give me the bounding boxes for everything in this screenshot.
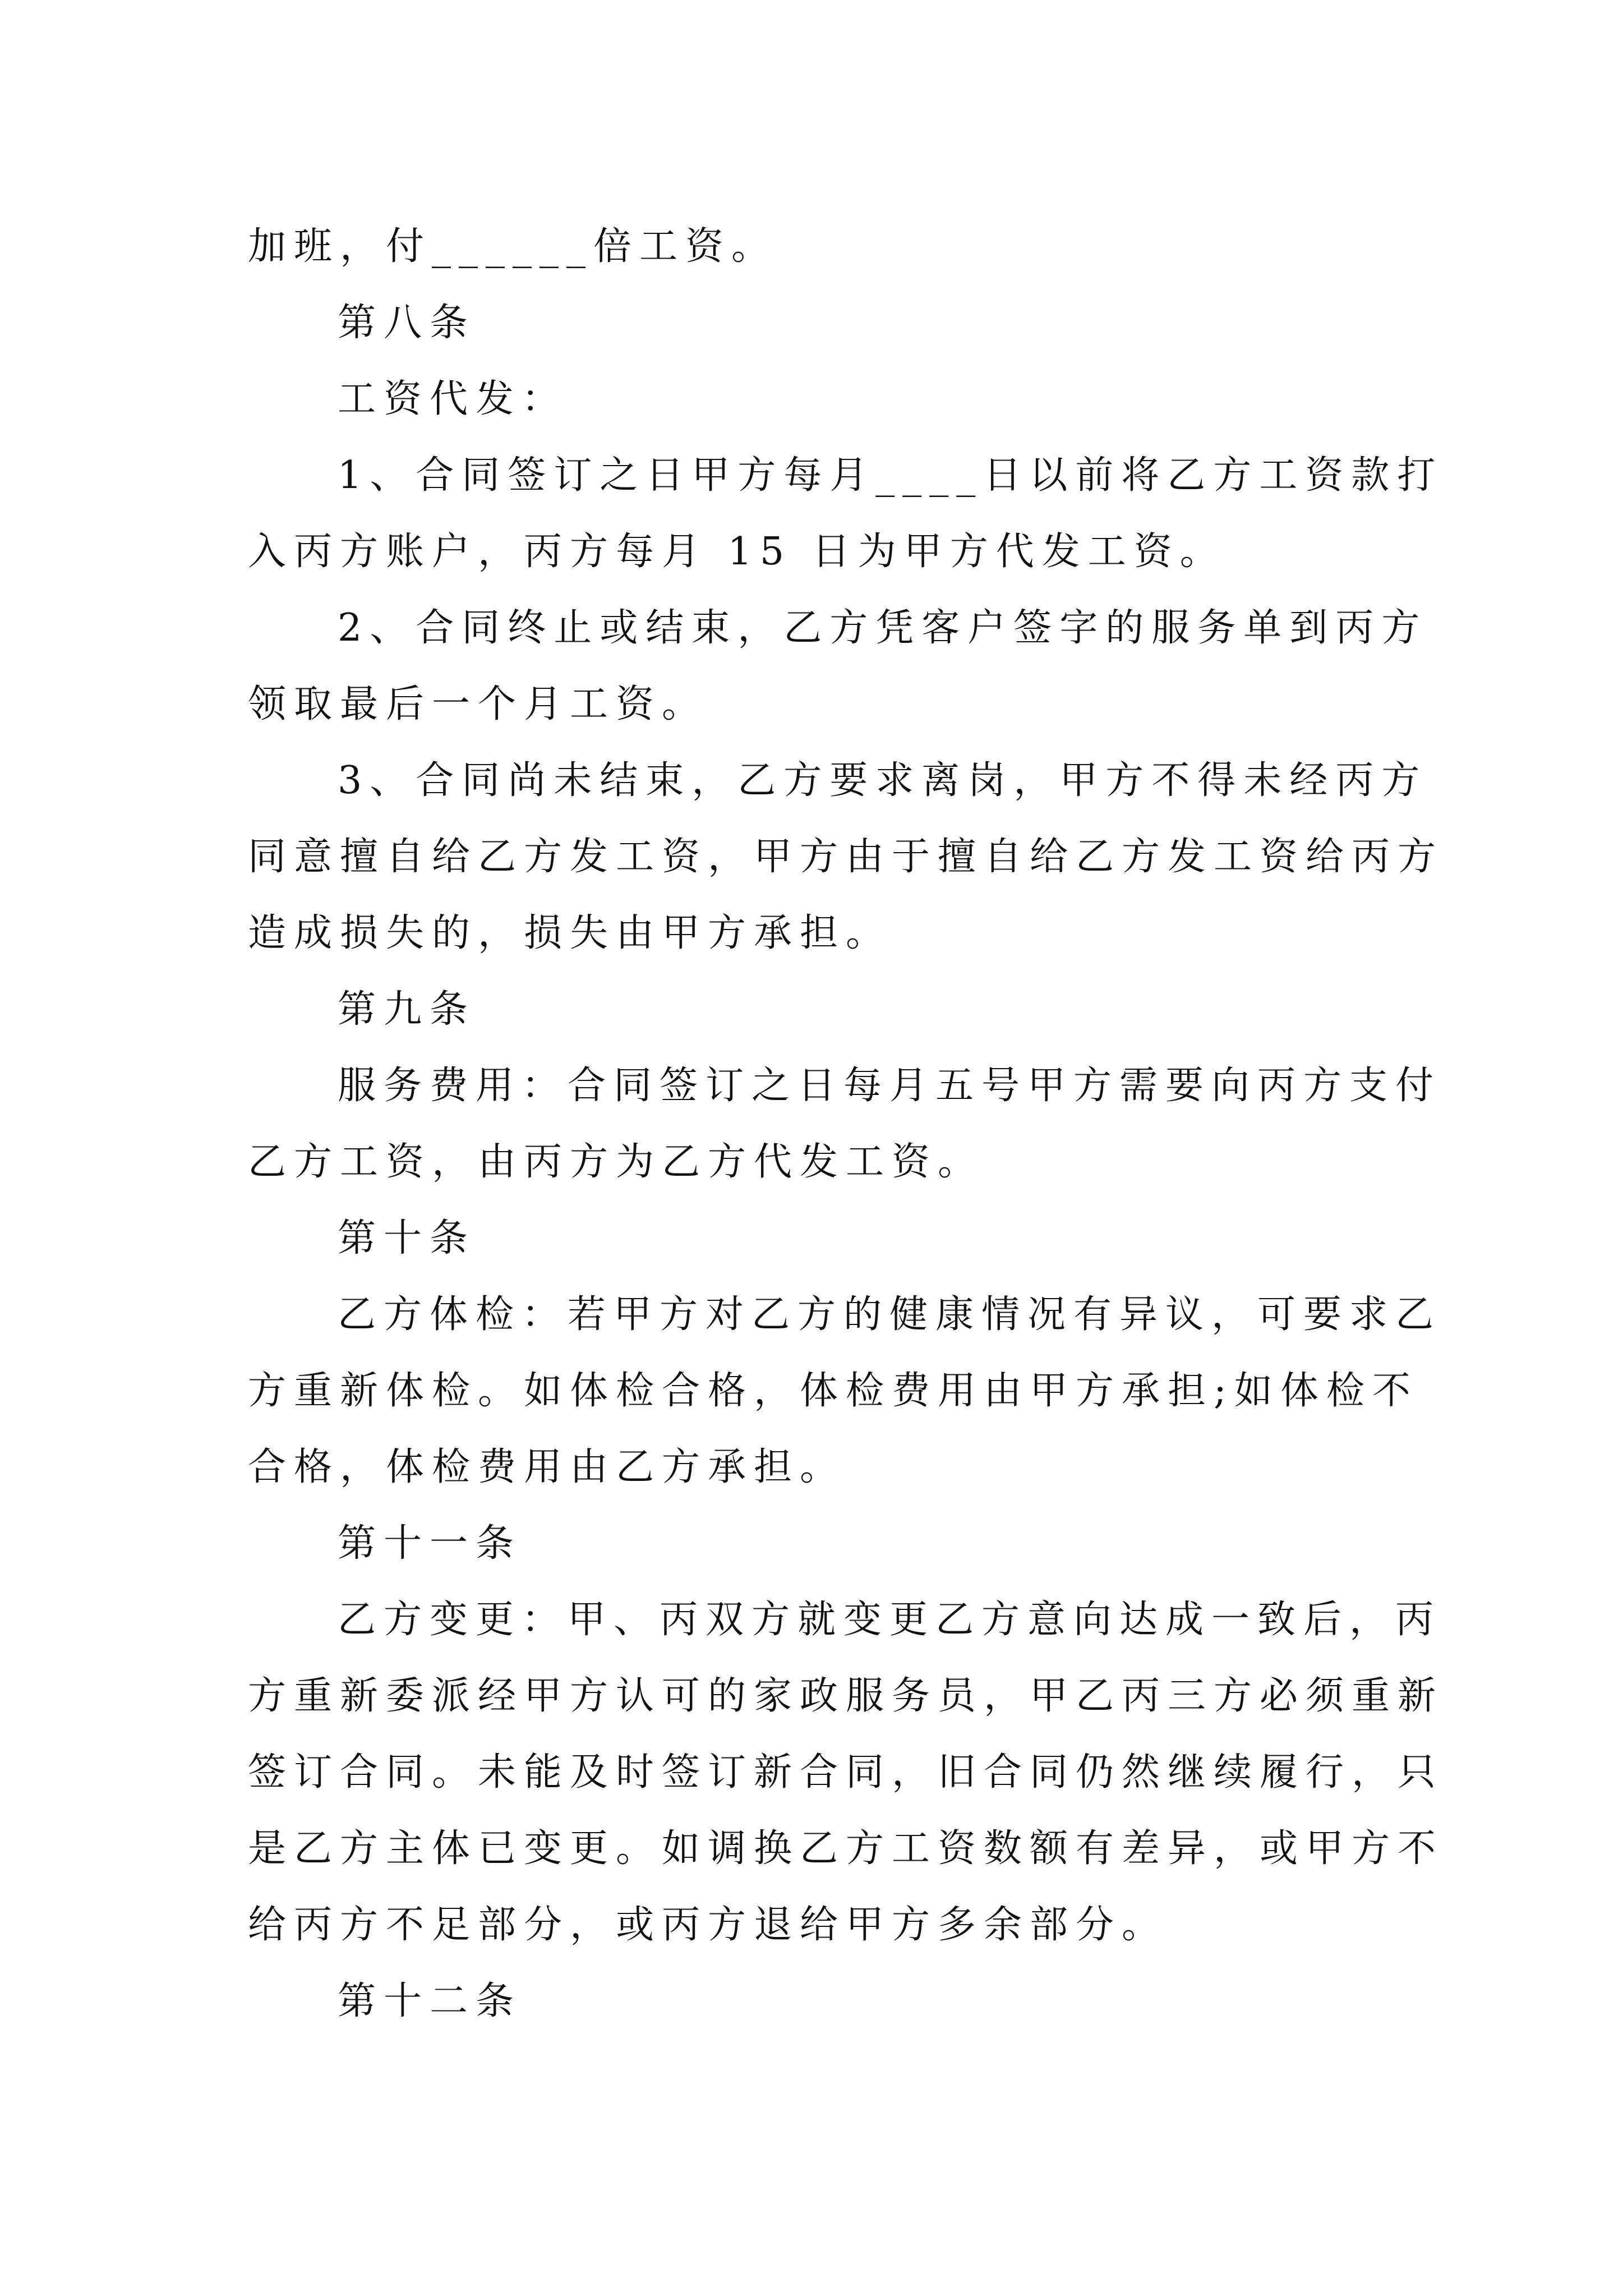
article-heading: 第八条 bbox=[338, 301, 476, 345]
text-line: 乙方变更：甲、丙双方就变更乙方意向达成一致后，丙 bbox=[338, 1598, 1442, 1642]
text-line: 是乙方主体已变更。如调换乙方工资数额有差异，或甲方不 bbox=[248, 1826, 1444, 1871]
text-line: 领取最后一个月工资。 bbox=[248, 682, 708, 726]
text-line: 3、合同尚未结束，乙方要求离岗，甲方不得未经丙方 bbox=[338, 758, 1428, 803]
text-line: 同意擅自给乙方发工资，甲方由于擅自给乙方发工资给丙方 bbox=[248, 835, 1444, 879]
text-line: 合格，体检费用由乙方承担。 bbox=[248, 1445, 846, 1489]
text-line: 方重新体检。如体检合格，体检费用由甲方承担;如体检不 bbox=[248, 1369, 1418, 1413]
text-line: 乙方体检：若甲方对乙方的健康情况有异议，可要求乙 bbox=[338, 1292, 1442, 1337]
text-line: 签订合同。未能及时签订新合同，旧合同仍然继续履行，只 bbox=[248, 1750, 1444, 1795]
text-line: 服务费用：合同签订之日每月五号甲方需要向丙方支付 bbox=[338, 1064, 1442, 1108]
article-heading: 第十二条 bbox=[338, 1979, 522, 2023]
article-heading: 第十条 bbox=[338, 1216, 476, 1260]
text-line: 乙方工资，由丙方为乙方代发工资。 bbox=[248, 1140, 984, 1184]
text-line: 1、合同签订之日甲方每月____日以前将乙方工资款打 bbox=[338, 453, 1444, 498]
article-heading: 第十一条 bbox=[338, 1521, 522, 1566]
document-body bbox=[248, 209, 1444, 2040]
clause-title: 工资代发： bbox=[338, 377, 568, 421]
text-line: 加班，付______倍工资。 bbox=[248, 224, 778, 269]
text-line: 方重新委派经甲方认可的家政服务员，甲乙丙三方必须重新 bbox=[248, 1674, 1444, 1718]
text-line: 2、合同终止或结束，乙方凭客户签字的服务单到丙方 bbox=[338, 606, 1428, 650]
text-line: 造成损失的，损失由甲方承担。 bbox=[248, 911, 892, 955]
text-line: 入丙方账户，丙方每月 15 日为甲方代发工资。 bbox=[248, 530, 1226, 574]
text-line: 给丙方不足部分，或丙方退给甲方多余部分。 bbox=[248, 1903, 1168, 1947]
article-heading: 第九条 bbox=[338, 987, 476, 1032]
